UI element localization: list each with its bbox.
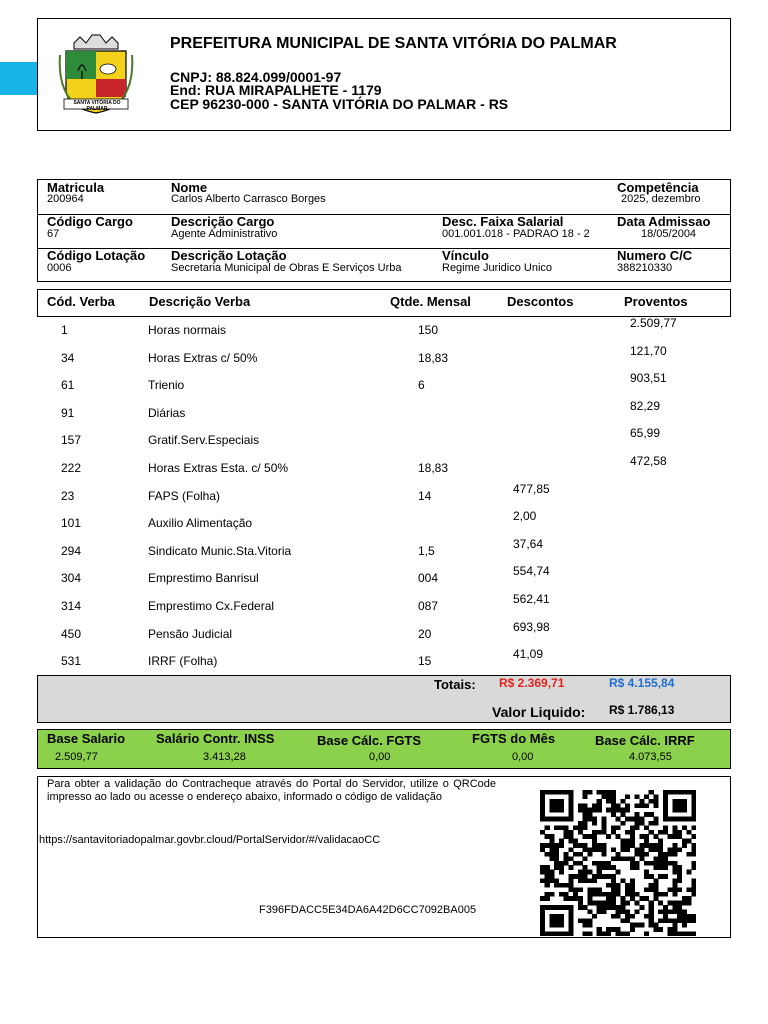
conta-value: 388210330: [617, 262, 673, 274]
row-code: 23: [61, 488, 75, 503]
col-qtde-header: Qtde. Mensal: [390, 294, 471, 309]
validation-code: F396FDACC5E34DA6A42D6CC7092BA005: [259, 904, 477, 916]
irrf-value: 4.073,55: [629, 751, 672, 763]
side-tab: [0, 62, 38, 95]
table-row: [0, 454, 768, 481]
row-earning: 121,70: [630, 343, 667, 358]
row-quantity: 15: [418, 654, 432, 669]
validation-url[interactable]: https://santavitoriadopalmar.govbr.cloud/PortalServidor/#/validacaoCC: [39, 834, 381, 846]
row-quantity: 18,83: [418, 461, 449, 475]
row-code: 294: [61, 543, 82, 558]
header-box: [37, 18, 731, 131]
competencia-label: Competência: [617, 180, 699, 195]
col-codigo-header: Cód. Verba: [47, 294, 115, 309]
row-code: 101: [61, 516, 82, 531]
row-description: IRRF (Folha): [148, 654, 218, 669]
table-header: [37, 289, 731, 317]
row-description: Horas Extras Esta. c/ 50%: [148, 461, 289, 475]
codigo-cargo-value: 67: [47, 228, 60, 240]
row-description: Horas normais: [148, 323, 227, 337]
row-description: Gratif.Serv.Especiais: [148, 433, 260, 448]
row-code: 91: [61, 405, 75, 420]
descricao-lotacao-label: Descrição Lotação: [171, 248, 287, 263]
table-row: [0, 592, 768, 619]
table-row: [0, 536, 768, 564]
row-discount: 554,74: [513, 564, 550, 579]
table-row: [0, 619, 768, 647]
vinculo-value: Regime Juridico Unico: [442, 262, 553, 274]
table-row: [0, 343, 768, 371]
liquido-label: Valor Liquido:: [492, 704, 586, 720]
fgts-base-value: 0,00: [369, 751, 391, 763]
row-discount: 693,98: [513, 619, 550, 634]
table-row: [0, 426, 768, 453]
row-discount: 2,00: [513, 509, 537, 524]
row-code: 1: [61, 323, 68, 337]
row-earning: 903,51: [630, 371, 667, 386]
row-code: 314: [61, 599, 82, 613]
row-code: 531: [61, 654, 82, 669]
base-salario-value: 2.509,77: [55, 751, 98, 763]
row-description: Auxilio Alimentação: [148, 516, 253, 531]
matricula-label: Matricula: [47, 180, 105, 195]
liquido-value: R$ 1.786,13: [609, 703, 675, 717]
row-code: 222: [61, 461, 82, 475]
row-earning: 472,58: [630, 454, 667, 468]
table-row: [0, 564, 768, 591]
row-quantity: 150: [418, 323, 439, 337]
validation-text: Para obter a validação do Contracheque através do Portal do Servidor, utilize o QRCode impresso ao lado ou acesse o endereço abaixo, informado o código de validação: [47, 778, 496, 803]
org-cnpj: CNPJ: 88.824.099/0001-97: [170, 69, 342, 85]
codigo-lotacao-label: Código Lotação: [47, 248, 146, 263]
row-description: Diárias: [148, 405, 186, 420]
fgts-mes-label: FGTS do Mês: [472, 731, 556, 746]
row-quantity: 18,83: [418, 350, 449, 365]
admissao-label: Data Admissao: [617, 214, 711, 229]
totals-box: [37, 675, 731, 723]
row-description: Emprestimo Banrisul: [148, 571, 259, 586]
row-quantity: 6: [418, 378, 425, 393]
row-discount: 41,09: [513, 647, 544, 662]
row-description: Horas Extras c/ 50%: [148, 350, 258, 365]
org-address: End: RUA MIRAPALHETE - 1179: [170, 82, 382, 98]
crest-banner-text: SANTA VITÓRIA DO PALMAR: [73, 100, 121, 112]
matricula-value: 200964: [47, 193, 84, 205]
row-quantity: 087: [418, 599, 439, 613]
codigo-cargo-label: Código Cargo: [47, 214, 133, 229]
inss-label: Salário Contr. INSS: [156, 731, 275, 746]
descricao-lotacao-value: Secretaria Municipal de Obras E Serviços Urba: [171, 262, 402, 274]
totals-proventos: R$ 4.155,84: [609, 676, 675, 690]
row-earning: 82,29: [630, 398, 661, 413]
table-row: [0, 647, 768, 674]
competencia-value: 2025, dezembro: [621, 193, 701, 205]
fgts-base-label: Base Cálc. FGTS: [317, 733, 422, 748]
table-row: [0, 371, 768, 398]
municipal-crest-icon: [56, 33, 136, 117]
fgts-mes-value: 0,00: [512, 751, 534, 763]
row-quantity: 14: [418, 488, 432, 503]
table-row: [0, 316, 768, 343]
conta-label: Numero C/C: [617, 248, 693, 263]
row-quantity: 004: [418, 571, 439, 586]
row-discount: 562,41: [513, 592, 550, 606]
row-description: Trienio: [148, 378, 185, 393]
inss-value: 3.413,28: [203, 751, 246, 763]
row-description: Sindicato Munic.Sta.Vitoria: [148, 543, 292, 558]
descricao-cargo-value: Agente Administrativo: [171, 228, 278, 240]
descricao-cargo-label: Descrição Cargo: [171, 214, 275, 229]
nome-label: Nome: [171, 180, 208, 195]
col-descontos-header: Descontos: [507, 294, 574, 309]
validation-box: [37, 776, 731, 938]
org-title: PREFEITURA MUNICIPAL DE SANTA VITÓRIA DO PALMAR: [170, 35, 617, 52]
row-quantity: 20: [418, 626, 432, 641]
row-quantity: 1,5: [418, 543, 435, 558]
totals-descontos: R$ 2.369,71: [499, 676, 565, 690]
col-proventos-header: Proventos: [624, 294, 688, 309]
row-description: Emprestimo Cx.Federal: [148, 599, 275, 613]
row-discount: 477,85: [513, 481, 550, 496]
row-description: FAPS (Folha): [148, 488, 221, 503]
faixa-label: Desc. Faixa Salarial: [442, 214, 564, 229]
org-cep: CEP 96230-000 - SANTA VITÓRIA DO PALMAR - RS: [170, 96, 509, 112]
employee-info-box: [37, 179, 731, 282]
qr-code-icon[interactable]: [540, 790, 696, 936]
irrf-label: Base Cálc. IRRF: [595, 733, 695, 748]
vinculo-label: Vínculo: [442, 248, 489, 263]
row-code: 157: [61, 433, 82, 448]
base-salario-label: Base Salario: [47, 731, 126, 746]
admissao-value: 18/05/2004: [641, 228, 697, 240]
codigo-lotacao-value: 0006: [47, 262, 72, 274]
faixa-value: 001.001.018 - PADRAO 18 - 2: [442, 228, 590, 240]
row-description: Pensão Judicial: [148, 626, 233, 641]
nome-value: Carlos Alberto Carrasco Borges: [171, 193, 326, 205]
row-code: 34: [61, 350, 75, 365]
row-code: 61: [61, 378, 75, 393]
col-descricao-header: Descrição Verba: [149, 294, 251, 309]
table-row: [0, 481, 768, 509]
totals-label: Totais:: [434, 677, 476, 692]
bases-box: [37, 729, 731, 769]
row-code: 304: [61, 571, 82, 586]
row-earning: 2.509,77: [630, 316, 677, 330]
row-earning: 65,99: [630, 426, 661, 441]
row-code: 450: [61, 626, 82, 641]
row-discount: 37,64: [513, 536, 544, 551]
table-row: [0, 398, 768, 426]
table-row: [0, 509, 768, 536]
